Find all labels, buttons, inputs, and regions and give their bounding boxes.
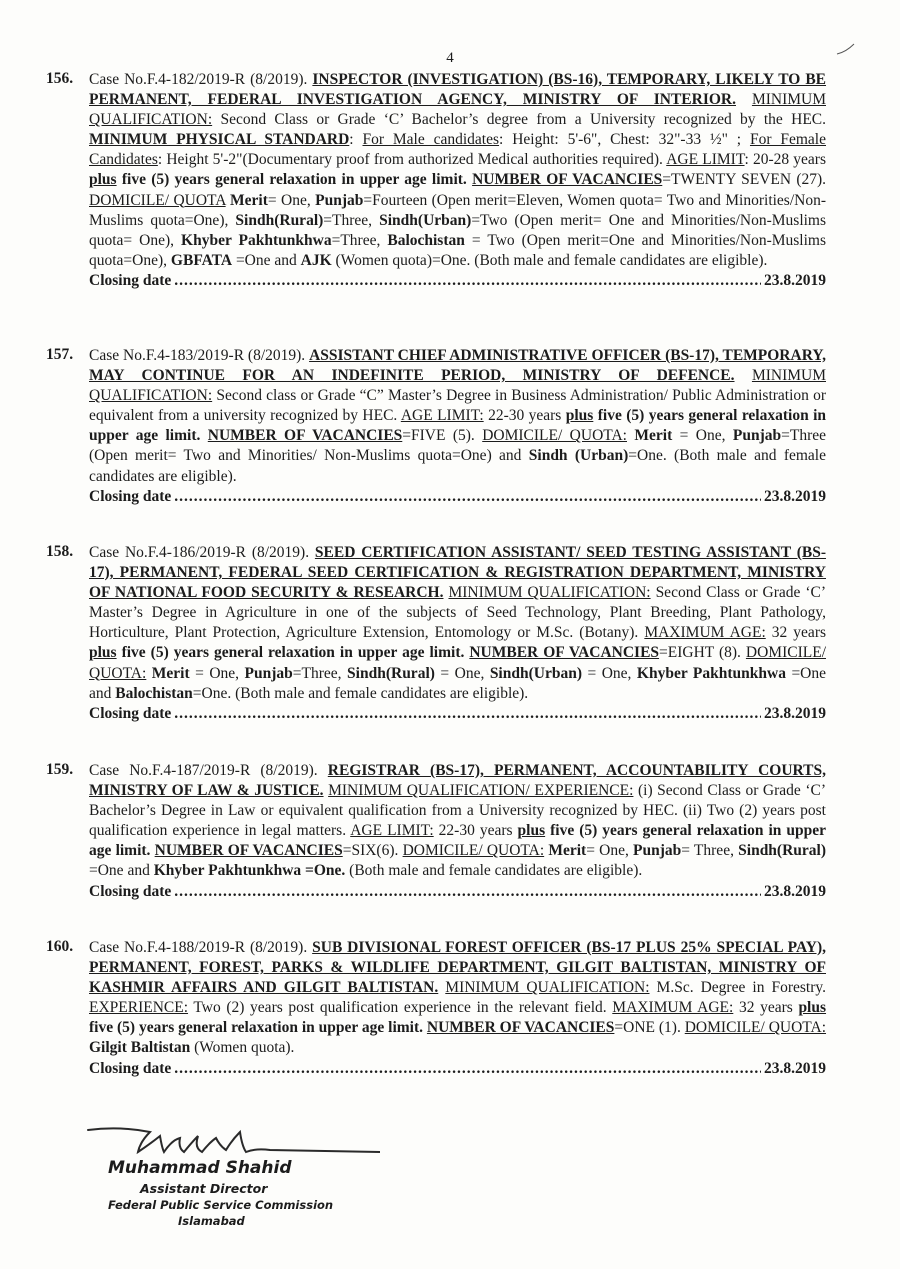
- post-title: SUB DIVISIONAL FOREST OFFICER (BS-17 PLUS 25% SPECIAL PAY), PERMANENT, FOREST, PARKS & WILDLIFE DEPARTMENT, GILGIT BALTISTAN, MINISTRY OF KASHMIR AFFAIRS AND GILGIT BALTISTAN.: [89, 939, 827, 997]
- age-label: AGE LIMIT: [666, 151, 745, 169]
- closing-date: 23.8.2019: [764, 704, 826, 722]
- quota-text: =Two (Open merit= One and Minorities/Non-Muslims quota= One),: [89, 211, 827, 249]
- case-number: 157.: [46, 346, 74, 363]
- case-number: 158.: [46, 543, 74, 560]
- age-text: 32 years: [738, 999, 793, 1017]
- phys-male-text: Height: 5'-6", Chest: 32"-33 ½" ;: [512, 131, 742, 149]
- quota-text: =One.: [628, 447, 667, 465]
- eligibility-note: (Both male and female candidates are eligible).: [474, 251, 768, 269]
- phys-female-label: For Female Candidates: [89, 131, 826, 169]
- eligibility-note: (Both male and female candidates are eligible).: [235, 684, 529, 702]
- domicile-label: DOMICILE/ QUOTA:: [89, 644, 826, 682]
- relaxation-text: five (5) years general relaxation in upper age limit.: [121, 171, 467, 189]
- vacancies-text: =FIVE (5).: [402, 427, 475, 445]
- case-body: [89, 346, 826, 507]
- quota-label: Punjab: [315, 191, 364, 209]
- plus-word: plus: [565, 407, 594, 425]
- min-qual-label: MINIMUM QUALIFICATION:: [448, 584, 651, 602]
- signatory-organization: Federal Public Service Commission: [108, 1198, 334, 1212]
- domicile-label: DOMICILE/ QUOTA: [89, 191, 226, 209]
- page-number: 4: [446, 50, 454, 66]
- closing-date-line: [89, 704, 826, 724]
- case-ref: Case No.F.4-182/2019-R (8/2019).: [89, 71, 308, 88]
- closing-label: Closing date: [89, 882, 172, 900]
- case-number: 156.: [46, 70, 74, 87]
- quota-merit-label: Merit: [151, 664, 190, 682]
- closing-date: 23.8.2019: [764, 1059, 826, 1077]
- min-qual-text: (i) Second Class or Grade ‘C’ Bachelor’s Degree in Law or equivalent qualification from a University recognized by HEC. (ii) Two (2) years post qualification experience in legal matters.: [89, 782, 827, 840]
- closing-date: 23.8.2019: [764, 271, 826, 289]
- closing-date: 23.8.2019: [764, 487, 826, 505]
- quota-label: Sindh (Urban): [528, 447, 629, 465]
- eligibility-note: (Both male and female candidates are eligible).: [349, 862, 643, 880]
- quota-merit-text: = One,: [195, 664, 240, 682]
- quota-label: Sindh(Urban): [379, 211, 472, 229]
- eligibility-note: (Both male and female candidates are eligible).: [89, 447, 826, 485]
- post-title: REGISTRAR (BS-17), PERMANENT, ACCOUNTABILITY COURTS, MINISTRY OF LAW & JUSTICE.: [89, 762, 827, 800]
- age-label: AGE LIMIT:: [350, 822, 434, 840]
- min-qual-label: MINIMUM QUALIFICATION/ EXPERIENCE:: [328, 782, 634, 800]
- min-qual-text: Second Class or Grade ‘C’ Bachelor’s degree from a University recognized by the HEC.: [220, 111, 826, 129]
- relaxation-text: five (5) years general relaxation in upper age limit.: [89, 1019, 424, 1037]
- quota-text: =Three,: [292, 664, 342, 682]
- quota-label: GBFATA: [170, 251, 233, 269]
- plus-word: plus: [517, 822, 546, 840]
- closing-date-line: [89, 1059, 826, 1079]
- case-number: 160.: [46, 938, 74, 955]
- closing-label: Closing date: [89, 487, 172, 505]
- quota-label: Punjab: [633, 842, 682, 860]
- quota-text: =One.: [192, 684, 232, 702]
- signatory-city: Islamabad: [178, 1214, 245, 1228]
- vacancies-text: =SIX(6).: [342, 842, 399, 860]
- quota-text: =Three,: [331, 231, 381, 249]
- quota-label: Khyber Pakhtunkhwa: [153, 862, 302, 880]
- quota-text: = Three,: [681, 842, 734, 860]
- phys-male-label: For Male candidates: [362, 131, 500, 149]
- plus-word: plus: [798, 999, 827, 1017]
- min-qual-text: Second Class or Grade ‘C’ Master’s Degree in Agriculture in one of the subjects of Seed Technology, Plant Breeding, Plant Pathology, Horticulture, Plant Protection, Agriculture Extension, Entomology or M.Sc. (Botany).: [89, 584, 827, 642]
- quota-label: Punjab: [732, 427, 782, 445]
- quota-text: = Two (Open merit=One and Minorities/Non-Muslims quota=One),: [89, 231, 827, 269]
- experience-label: EXPERIENCE:: [89, 999, 189, 1017]
- age-label: MAXIMUM AGE:: [612, 999, 734, 1017]
- quota-label: Punjab: [244, 664, 293, 682]
- min-qual-label: MINIMUM QUALIFICATION:: [89, 91, 826, 129]
- min-qual-text: Second class or Grade “C” Master’s Degree in Business Administration/ Public Administration or equivalent from a university recognized by HEC.: [89, 387, 827, 425]
- age-text: 32 years: [771, 624, 827, 642]
- age-text: 20-28 years: [752, 151, 827, 169]
- relaxation-text: five (5) years general relaxation in upper age limit.: [89, 407, 827, 445]
- vacancies-label: NUMBER OF VACANCIES: [426, 1019, 615, 1037]
- min-qual-label: MINIMUM QUALIFICATION:: [89, 367, 826, 405]
- min-qual-text: M.Sc. Degree in Forestry.: [656, 979, 826, 997]
- case-number: 159.: [46, 761, 74, 778]
- quota-text: (Women quota)=One.: [335, 251, 471, 269]
- phys-label: MINIMUM PHYSICAL STANDARD: [89, 131, 350, 149]
- post-title: SEED CERTIFICATION ASSISTANT/ SEED TESTING ASSISTANT (BS-17), PERMANENT, FEDERAL SEED CERTIFICATION & REGISTRATION DEPARTMENT, MINISTRY OF NATIONAL FOOD SECURITY & RESEARCH.: [89, 544, 826, 602]
- relaxation-text: five (5) years general relaxation in upper age limit.: [89, 822, 827, 860]
- domicile-label: DOMICILE/ QUOTA:: [402, 842, 545, 860]
- case-ref: Case No.F.4-188/2019-R (8/2019).: [89, 939, 308, 956]
- quota-label: Khyber Pakhtunkhwa: [636, 664, 786, 682]
- quota-label: Sindh(Rural): [738, 842, 827, 860]
- closing-date-line: [89, 271, 826, 291]
- quota-merit-label: Merit: [548, 842, 587, 860]
- quota-text: =One.: [305, 862, 346, 880]
- closing-label: Closing date: [89, 271, 172, 289]
- vacancies-text: =EIGHT (8).: [659, 644, 741, 662]
- quota-text: (Women quota).: [194, 1039, 295, 1057]
- closing-date-line: [89, 882, 826, 902]
- case-ref: Case No.F.4-183/2019-R (8/2019).: [89, 347, 306, 364]
- quota-merit-text: = One,: [586, 842, 629, 860]
- vacancies-label: NUMBER OF VACANCIES: [469, 644, 660, 662]
- signatory-name: Muhammad Shahid: [108, 1158, 292, 1178]
- age-text: 22-30 years: [438, 822, 513, 840]
- age-label: AGE LIMIT:: [400, 407, 484, 425]
- age-label: MAXIMUM AGE:: [644, 624, 766, 642]
- domicile-label: DOMICILE/ QUOTA:: [482, 427, 627, 445]
- quota-label: Balochistan: [115, 684, 193, 702]
- quota-text: =One and: [89, 664, 827, 702]
- quota-text: =Three (Open merit= Two and Minorities/ Non-Muslims quota=One) and: [89, 427, 827, 465]
- vacancies-text: =ONE (1).: [614, 1019, 681, 1037]
- handwritten-signature: [80, 1122, 380, 1162]
- post-title: INSPECTOR (INVESTIGATION) (BS-16), TEMPORARY, LIKELY TO BE PERMANENT, FEDERAL INVESTIGATION AGENCY, MINISTRY OF INTERIOR.: [89, 71, 827, 109]
- closing-date-line: [89, 487, 826, 507]
- quota-label: Sindh(Rural): [347, 664, 435, 682]
- quota-label: Khyber Pakhtunkhwa: [181, 231, 332, 249]
- age-text: 22-30 years: [488, 407, 562, 425]
- relaxation-text: five (5) years general relaxation in upper age limit.: [121, 644, 465, 662]
- post-title: ASSISTANT CHIEF ADMINISTRATIVE OFFICER (BS-17), TEMPORARY, MAY CONTINUE FOR AN INDEFINITE PERIOD, MINISTRY OF DEFENCE.: [89, 347, 826, 385]
- case-body: [89, 543, 826, 724]
- phys-female-text: Height 5'-2"(Documentary proof from authorized Medical authorities required).: [166, 151, 663, 169]
- quota-text: = One,: [440, 664, 485, 682]
- quota-merit-text: = One,: [267, 191, 311, 209]
- quota-merit-text: = One,: [679, 427, 726, 445]
- closing-label: Closing date: [89, 704, 172, 722]
- quota-label: Sindh(Rural): [235, 211, 324, 229]
- case-body: Case No.F.4-182/2019-R (8/2019). INSPECTOR (INVESTIGATION) (BS-16), TEMPORARY, LIKELY TO BE PERMANENT, FEDERAL INVESTIGATION AGENCY, MINISTRY OF INTERIOR. MINIMUM QUALIFICATION: Second Class or Grade ‘C’ Bachelor’s degree from a University recognized by the HEC. MINIMUM PHYSICAL STANDARD: For Male candidates: Height: 5'-6", Chest: 32"-33 ½" ; For Female Candidates: Height 5'-2"(Documentary proof from authorized Medical authorities required). AGE LIMIT: 20-28 years plus five (5) years general relaxation in upper age limit. NUMBER OF VACANCIES=TWENTY SEVEN (27). DOMICILE/ QUOTA Merit= One, Punjab=Fourteen (Open merit=Eleven, Women quota= Two and Minorities/Non-Muslims quota=One), Sindh(Rural)=Three, Sindh(Urban)=Two (Open merit= One and Minorities/Non-Muslims quota= One), Khyber Pakhtunkhwa=Three, Balochistan = Two (Open merit=One and Minorities/Non-Muslims quota=One), GBFATA =One and AJK (Women quota)=One. (Both male and female candidates are eligible). Closing date ..... 23.8.2019: [89, 70, 826, 291]
- quota-text: =Three,: [323, 211, 373, 229]
- vacancies-label: NUMBER OF VACANCIES: [154, 842, 343, 860]
- case-ref: Case No.F.4-187/2019-R (8/2019).: [89, 762, 318, 779]
- closing-date: 23.8.2019: [764, 882, 826, 900]
- case-body: [89, 938, 826, 1079]
- closing-label: Closing date: [89, 1059, 172, 1077]
- quota-text: =Fourteen (Open merit=Eleven, Women quota= Two and Minorities/Non-Muslims quota=One),: [89, 191, 827, 229]
- quota-label: Sindh(Urban): [489, 664, 582, 682]
- vacancies-text: =TWENTY SEVEN (27).: [662, 171, 827, 189]
- case-body: [89, 761, 826, 902]
- plus-word: plus: [89, 644, 117, 662]
- case-ref: Case No.F.4-186/2019-R (8/2019).: [89, 544, 310, 561]
- vacancies-label: NUMBER OF VACANCIES: [472, 171, 663, 189]
- quota-text: = One,: [587, 664, 632, 682]
- vacancies-label: NUMBER OF VACANCIES: [207, 427, 403, 445]
- domicile-label: DOMICILE/ QUOTA:: [684, 1019, 827, 1037]
- quota-merit-label: Merit: [634, 427, 673, 445]
- quota-text: =One and: [235, 251, 297, 269]
- quota-label: AJK: [300, 251, 332, 269]
- pen-mark-icon: [836, 42, 856, 56]
- quota-label: Balochistan: [387, 231, 465, 249]
- quota-label: Gilgit Baltistan: [89, 1039, 191, 1057]
- experience-text: Two (2) years post qualification experience in the relevant field.: [193, 999, 607, 1017]
- plus-word: plus: [89, 171, 117, 189]
- quota-text: =One and: [89, 862, 150, 880]
- quota-merit-label: Merit: [230, 191, 268, 209]
- min-qual-label: MINIMUM QUALIFICATION:: [445, 979, 650, 997]
- signatory-title: Assistant Director: [140, 1181, 268, 1196]
